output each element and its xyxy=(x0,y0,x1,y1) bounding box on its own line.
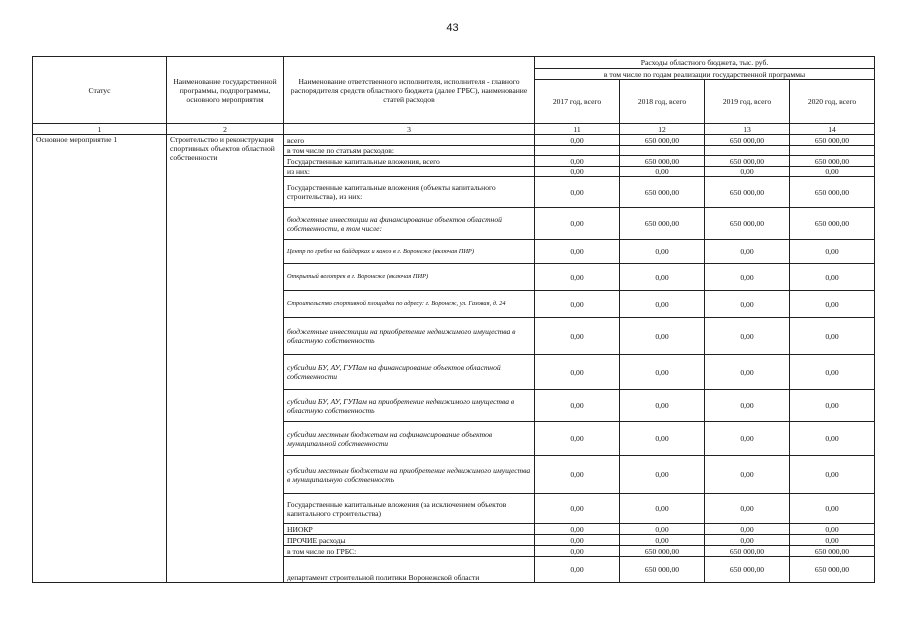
row-value: 650 000,00 xyxy=(790,557,875,583)
row-value: 0,00 xyxy=(535,390,620,422)
row-label: бюджетные инвестиции на приобретение недвижимого имущества в областную собственность xyxy=(284,318,535,355)
row-label: ПРОЧИЕ расходы xyxy=(284,535,535,546)
row-value: 0,00 xyxy=(705,390,790,422)
row-label: НИОКР xyxy=(284,524,535,535)
row-value: 0,00 xyxy=(620,524,705,535)
row-value: 0,00 xyxy=(535,135,620,146)
col-number: 1 xyxy=(33,124,167,135)
col-number: 12 xyxy=(620,124,705,135)
row-label: Государственные капитальные вложения (объекты капитального строительства), из них: xyxy=(284,177,535,208)
row-value: 0,00 xyxy=(620,355,705,390)
row-label: Открытый велотрек в г. Воронеже (включая ПИР) xyxy=(284,264,535,291)
row-value: 0,00 xyxy=(790,390,875,422)
row-value: 0,00 xyxy=(705,318,790,355)
row-value: 650 000,00 xyxy=(705,135,790,146)
row-value xyxy=(790,146,875,156)
row-value: 0,00 xyxy=(620,422,705,456)
row-value: 0,00 xyxy=(535,422,620,456)
row-label: всего xyxy=(284,135,535,146)
row-value: 0,00 xyxy=(535,291,620,318)
row-value: 0,00 xyxy=(535,557,620,583)
col-number: 11 xyxy=(535,124,620,135)
row-value: 0,00 xyxy=(620,264,705,291)
row-label: субсидии местным бюджетам на софинансирование объектов муниципальной собственности xyxy=(284,422,535,456)
row-value: 0,00 xyxy=(620,318,705,355)
row-label: департамент строительной политики Воронежской области xyxy=(284,557,535,583)
col-number: 2 xyxy=(167,124,284,135)
row-value: 0,00 xyxy=(705,291,790,318)
row-value: 0,00 xyxy=(620,240,705,264)
budget-table xyxy=(32,56,875,583)
row-value: 0,00 xyxy=(790,167,875,177)
row-value: 650 000,00 xyxy=(705,208,790,240)
row-value: 0,00 xyxy=(705,167,790,177)
row-value: 0,00 xyxy=(790,240,875,264)
row-value: 0,00 xyxy=(790,456,875,494)
row-value: 0,00 xyxy=(705,355,790,390)
page-number: 43 xyxy=(446,22,459,34)
row-value: 0,00 xyxy=(535,208,620,240)
row-value: 0,00 xyxy=(705,494,790,524)
row-value: 0,00 xyxy=(535,494,620,524)
row-value: 0,00 xyxy=(790,494,875,524)
row-label: Государственные капитальные вложения (за исключением объектов капитального строительства) xyxy=(284,494,535,524)
row-label: Строительство спортивной площадки по адресу: г. Воронеж, ул. Газовая, д. 24 xyxy=(284,291,535,318)
row-value: 0,00 xyxy=(705,524,790,535)
row-value: 0,00 xyxy=(535,355,620,390)
row-value: 650 000,00 xyxy=(620,156,705,167)
row-value: 0,00 xyxy=(790,422,875,456)
row-value: 650 000,00 xyxy=(620,135,705,146)
row-value xyxy=(535,146,620,156)
row-value: 0,00 xyxy=(535,546,620,557)
row-value: 0,00 xyxy=(620,456,705,494)
row-value: 0,00 xyxy=(535,167,620,177)
row-value: 650 000,00 xyxy=(790,135,875,146)
header-year-2020: 2020 год, всего xyxy=(790,80,875,124)
row-value xyxy=(705,146,790,156)
row-value: 0,00 xyxy=(705,422,790,456)
row-value: 0,00 xyxy=(790,264,875,291)
row-value: 0,00 xyxy=(790,535,875,546)
row-label: субсидии местным бюджетам на приобретение недвижимого имущества в муниципальную собственность xyxy=(284,456,535,494)
row-label: бюджетные инвестиции на финансирование объектов областной собственности, в том числе: xyxy=(284,208,535,240)
row-value: 0,00 xyxy=(535,535,620,546)
row-value: 0,00 xyxy=(705,240,790,264)
header-year-2019: 2019 год, всего xyxy=(705,80,790,124)
row-value: 0,00 xyxy=(620,494,705,524)
table-row xyxy=(33,135,875,146)
row-value: 0,00 xyxy=(620,291,705,318)
row-value: 0,00 xyxy=(535,318,620,355)
row-value: 0,00 xyxy=(620,167,705,177)
row-value: 650 000,00 xyxy=(620,208,705,240)
header-year-2017: 2017 год, всего xyxy=(535,80,620,124)
program-cell: Строительство и реконструкция спортивных объектов областной собственности xyxy=(167,135,284,583)
row-value: 0,00 xyxy=(620,390,705,422)
row-value: 0,00 xyxy=(535,456,620,494)
row-value: 650 000,00 xyxy=(790,208,875,240)
col-number: 13 xyxy=(705,124,790,135)
row-value: 650 000,00 xyxy=(620,177,705,208)
row-value: 650 000,00 xyxy=(620,546,705,557)
header-expenses: Расходы областного бюджета, тыс. руб. xyxy=(535,57,875,69)
row-label: из них: xyxy=(284,167,535,177)
header-program: Наименование государственной программы, подпрограммы, основного мероприятия xyxy=(167,57,284,124)
row-value: 0,00 xyxy=(535,156,620,167)
row-value: 0,00 xyxy=(620,535,705,546)
row-label: Центр по гребле на байдарках и каноэ в г. Воронеже (включая ПИР) xyxy=(284,240,535,264)
row-value: 0,00 xyxy=(705,456,790,494)
col-number: 3 xyxy=(284,124,535,135)
row-value: 0,00 xyxy=(535,240,620,264)
row-value: 650 000,00 xyxy=(705,156,790,167)
row-value: 0,00 xyxy=(790,318,875,355)
row-value: 650 000,00 xyxy=(705,557,790,583)
row-value: 0,00 xyxy=(790,524,875,535)
row-value: 0,00 xyxy=(535,177,620,208)
row-value: 650 000,00 xyxy=(620,557,705,583)
header-by-years: в том числе по годам реализации государственной программы xyxy=(535,69,875,80)
row-value: 0,00 xyxy=(705,264,790,291)
row-label: субсидии БУ, АУ, ГУПам на финансирование объектов областной собственности xyxy=(284,355,535,390)
row-value: 0,00 xyxy=(535,524,620,535)
row-value: 650 000,00 xyxy=(790,546,875,557)
row-value: 0,00 xyxy=(705,535,790,546)
row-value: 650 000,00 xyxy=(790,177,875,208)
row-value: 0,00 xyxy=(535,264,620,291)
row-label: в том числе по ГРБС: xyxy=(284,546,535,557)
row-value: 0,00 xyxy=(790,355,875,390)
row-value: 650 000,00 xyxy=(790,156,875,167)
header-year-2018: 2018 год, всего xyxy=(620,80,705,124)
row-value: 650 000,00 xyxy=(705,177,790,208)
col-number: 14 xyxy=(790,124,875,135)
header-status: Статус xyxy=(33,57,167,124)
row-label: субсидии БУ, АУ, ГУПам на приобретение недвижимого имущества в областную собственность xyxy=(284,390,535,422)
row-value: 650 000,00 xyxy=(705,546,790,557)
status-cell: Основное мероприятие 1 xyxy=(33,135,167,583)
row-value: 0,00 xyxy=(790,291,875,318)
row-label: Государственные капитальные вложения, всего xyxy=(284,156,535,167)
row-label: в том числе по статьям расходов: xyxy=(284,146,535,156)
header-executor: Наименование ответственного исполнителя, исполнителя - главного распорядителя средств областного бюджета (далее ГРБС), наименование статей расходов xyxy=(284,57,535,124)
row-value xyxy=(620,146,705,156)
